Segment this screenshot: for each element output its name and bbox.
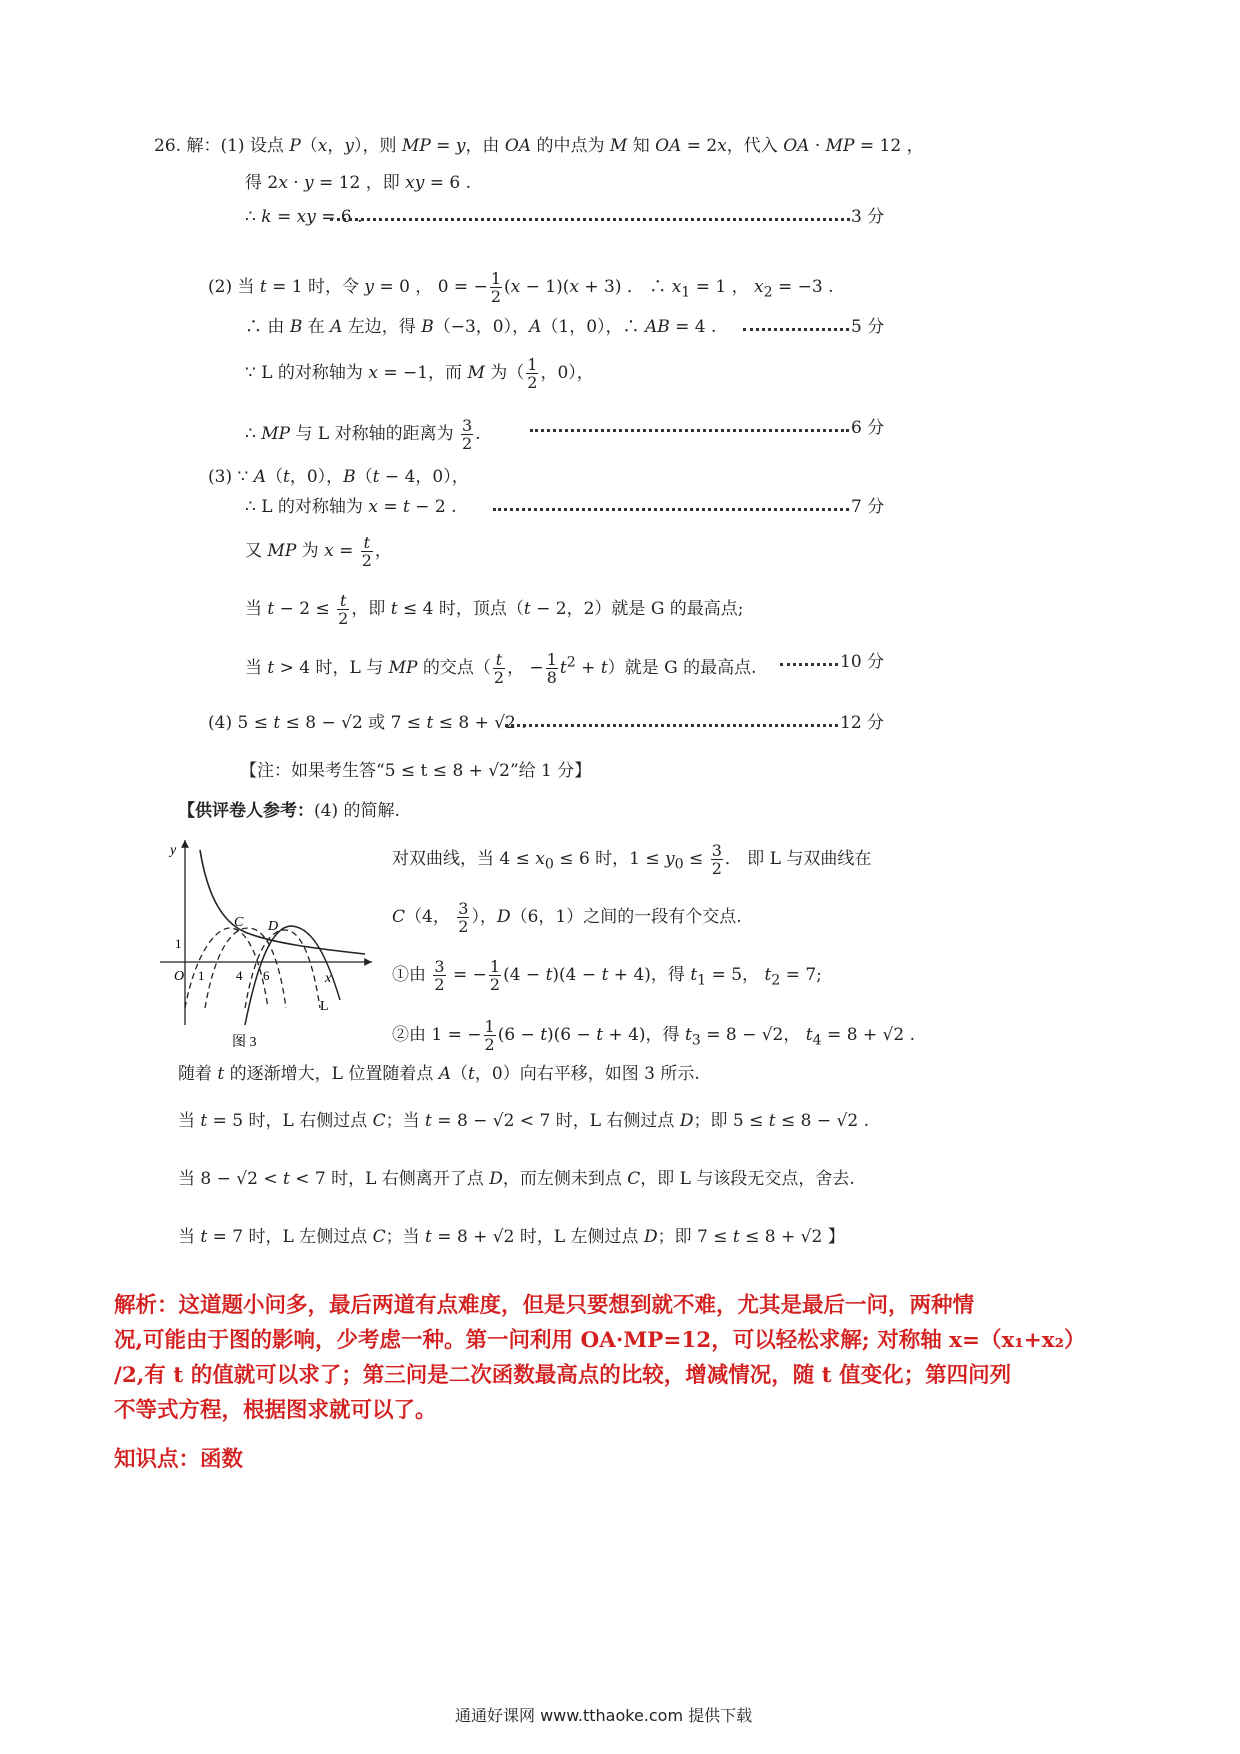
score-leader	[743, 328, 849, 331]
ref-r3: ①由 $\frac{3}{2}$ = − $\frac{1}{2}$ (4 − t)(4 − t + 4)，得 $t_1 = 5$， $t_2 = 7$;	[392, 957, 822, 994]
score-7: 7 分	[851, 497, 885, 517]
score-12: 12 分	[840, 713, 885, 733]
label-D: D	[268, 919, 279, 934]
parabola-dashed-3	[245, 930, 320, 1008]
label-1y: 1	[175, 936, 182, 951]
ref-s3: 当 8 − √2 < t < 7 时，L 右侧离开了点 D，而左侧未到点 C，即 L 与该段无交点，舍去.	[178, 1169, 855, 1189]
ref-s4: 当 t = 7 时，L 左侧过点 C；当 t = 8 + √2 时，L 左侧过点 D；即 7 ≤ t ≤ 8 + √2 】	[178, 1227, 845, 1247]
score-leader	[505, 724, 838, 727]
part3-line1: (3) ∵ A（t，0），B（t − 4，0），	[208, 467, 469, 487]
part2-line3: ∵ L 的对称轴为 x = −1，而 M 为（ $\frac{1}{2}$ ，0），	[245, 355, 594, 392]
figure-3	[150, 830, 390, 1060]
score-3: 3 分	[851, 207, 885, 227]
score-leader	[780, 663, 838, 666]
part2-line4: ∴ MP 与 L 对称轴的距离为 $\frac{3}{2}$ .	[245, 416, 481, 453]
score-5: 5 分	[851, 317, 885, 337]
part1-line1: 26. 解：(1) 设点 P（x，y），则 MP = y，由 OA 的中点为 M 知 OA = 2x，代入 OA · MP = 12 ，	[154, 136, 924, 156]
analysis-line2: 况,可能由于图的影响，少考虑一种。第一问利用 OA·MP=12，可以轻松求解; 对称轴 x=（x₁+x₂）	[114, 1328, 1086, 1353]
ref-r1: 对双曲线，当 $4 \le x_0 \le 6$ 时，$1 \le y_0$ ≤ $\frac{3}{2}$ ． 即 L 与双曲线在	[392, 841, 872, 878]
analysis-line1: 解析：这道题小问多，最后两道有点难度，但是只要想到就不难，尤其是最后一问，两种情	[114, 1293, 975, 1318]
knowledge-point: 知识点：函数	[114, 1447, 244, 1472]
label-6: 6	[263, 968, 270, 983]
label-O: O	[174, 969, 185, 984]
part1-line3: ∴ k = xy = 6 .	[245, 207, 363, 227]
part3-line2: ∴ L 的对称轴为 x = t − 2 .	[245, 497, 457, 517]
part4-note: 【注：如果考生答“5 ≤ t ≤ 8 + √2”给 1 分】	[240, 761, 592, 781]
score-10: 10 分	[840, 652, 885, 672]
score-leader	[493, 508, 849, 511]
score-6: 6 分	[851, 418, 885, 438]
footer-text: 通通好课网 www.tthaoke.com 提供下载	[455, 1706, 753, 1725]
ref-r4: ②由 1 = − $\frac{1}{2}$ (6 − t)(6 − t + 4)，得 $t_3 = 8 - √2$， $t_4 = 8 + √2$ .	[392, 1017, 916, 1054]
ref-s2: 当 t = 5 时，L 右侧过点 C；当 t = 8 − √2 < 7 时，L 右侧过点 D；即 5 ≤ t ≤ 8 − √2 .	[178, 1111, 869, 1131]
analysis-line3: /2,有 t 的值就可以求了；第三问是二次函数最高点的比较，增减情况，随 t 值变化；第四问列	[114, 1363, 1012, 1388]
analysis-line4: 不等式方程，根据图求就可以了。	[114, 1398, 437, 1423]
label-y: y	[170, 843, 177, 858]
part3-line4: 当 t − 2 ≤ $\frac{t}{2}$ ，即 t ≤ 4 时，顶点（t − 2，2）就是 G 的最高点;	[245, 591, 744, 628]
part2-line1: (2) 当 t = 1 时，令 y = 0 ， 0 = − $\frac{1}{2}$ (x − 1)(x + 3) ． ∴ $x_1 = 1$ ， $x_2 = -3$ .	[208, 269, 834, 306]
part2-line2: ∴ 由 B 在 A 左边，得 B（−3，0），A（1，0），∴ AB = 4 .	[245, 317, 717, 337]
score-leader	[530, 429, 849, 432]
label-L: L	[320, 999, 329, 1014]
label-1x: 1	[198, 968, 205, 983]
part3-line3: 又 MP 为 x = $\frac{t}{2}$ ，	[245, 533, 392, 570]
part1-line2: 得 2x · y = 12 ，即 xy = 6 .	[245, 173, 472, 193]
ref-s1: 随着 t 的逐渐增大，L 位置随着点 A（t，0）向右平移，如图 3 所示.	[178, 1064, 700, 1084]
figure-caption: 图 3	[232, 1035, 257, 1050]
part4-line1: (4) 5 ≤ t ≤ 8 − √2 或 7 ≤ t ≤ 8 + √2 .	[208, 713, 527, 733]
hyperbola-curve	[200, 850, 365, 954]
reference-title: 【供评卷人参考：(4) 的简解.	[178, 801, 400, 821]
label-x: x	[325, 971, 332, 986]
score-leader	[330, 218, 850, 221]
part3-line5: 当 t > 4 时，L 与 MP 的交点（ $\frac{t}{2}$ ， − $\frac{1}{8}$ $t^2 + t$）就是 G 的最高点.	[245, 650, 757, 687]
label-4: 4	[236, 968, 243, 983]
label-C: C	[234, 915, 244, 930]
ref-r2: C（4， $\frac{3}{2}$ ），D（6，1）之间的一段有个交点.	[392, 899, 742, 936]
